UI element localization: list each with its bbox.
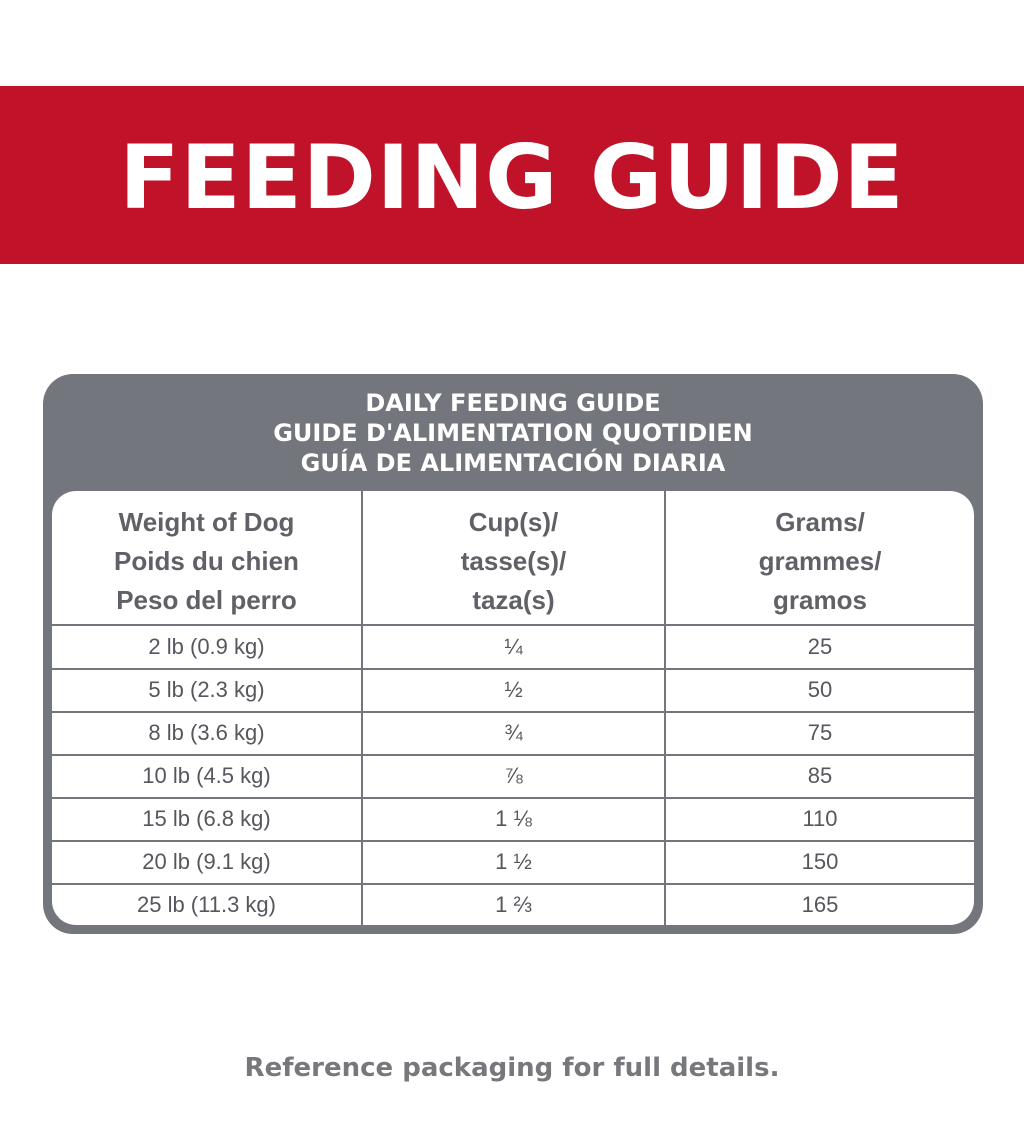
cups-cell: ½ — [504, 677, 523, 702]
table-row — [52, 798, 974, 842]
table-row — [52, 669, 974, 713]
page-title: FEEDING GUIDE — [119, 126, 905, 229]
grams-cell: 85 — [807, 763, 833, 788]
guide-header-french: GUIDE D'ALIMENTATION QUOTIDIEN — [273, 419, 753, 447]
guide-header-spanish: GUÍA DE ALIMENTACIÓN DIARIA — [300, 449, 726, 477]
column-header-cups — [363, 503, 664, 620]
grams-cell: 75 — [807, 720, 833, 745]
column-header-weight — [52, 503, 361, 620]
header-line: Grams/ — [775, 507, 865, 537]
feeding-guide-card — [43, 374, 983, 934]
table-row — [52, 755, 974, 799]
cups-cell: ¼ — [504, 634, 523, 659]
weight-cell: 2 lb (0.9 kg) — [148, 634, 265, 659]
header-line: grammes/ — [758, 546, 882, 576]
header-line: tasse(s)/ — [460, 546, 567, 576]
header-line: Weight of Dog — [118, 507, 295, 537]
grams-cell: 165 — [801, 892, 839, 917]
weight-cell: 10 lb (4.5 kg) — [142, 763, 271, 788]
grams-cell: 150 — [801, 849, 839, 874]
table-row — [52, 626, 974, 670]
column-header-grams — [666, 503, 974, 620]
header-line: Cup(s)/ — [468, 507, 559, 537]
table-header-row — [52, 491, 974, 626]
weight-cell: 25 lb (11.3 kg) — [136, 892, 276, 917]
banner — [0, 86, 1024, 264]
table-row — [52, 841, 974, 885]
cups-cell: 1 ⅛ — [495, 806, 532, 831]
feeding-table — [52, 491, 974, 925]
weight-cell: 20 lb (9.1 kg) — [142, 849, 271, 874]
weight-cell: 8 lb (3.6 kg) — [148, 720, 265, 745]
header-line: Poids du chien — [114, 546, 299, 576]
reference-note: Reference packaging for full details. — [244, 1053, 780, 1083]
guide-header — [43, 388, 983, 478]
cups-cell: 1 ½ — [495, 849, 532, 874]
grams-cell: 25 — [807, 634, 833, 659]
weight-cell: 5 lb (2.3 kg) — [148, 677, 265, 702]
header-line: taza(s) — [472, 585, 555, 615]
grams-cell: 50 — [807, 677, 833, 702]
cups-cell: ¾ — [504, 720, 523, 745]
header-line: gramos — [773, 585, 867, 615]
cups-cell: 1 ⅔ — [495, 892, 532, 917]
grams-cell: 110 — [802, 806, 838, 831]
table-row — [52, 712, 974, 756]
cups-cell: ⅞ — [504, 763, 523, 788]
table-row — [52, 884, 974, 925]
header-line: Peso del perro — [116, 585, 297, 615]
weight-cell: 15 lb (6.8 kg) — [142, 806, 271, 831]
guide-header-english: DAILY FEEDING GUIDE — [365, 389, 661, 417]
